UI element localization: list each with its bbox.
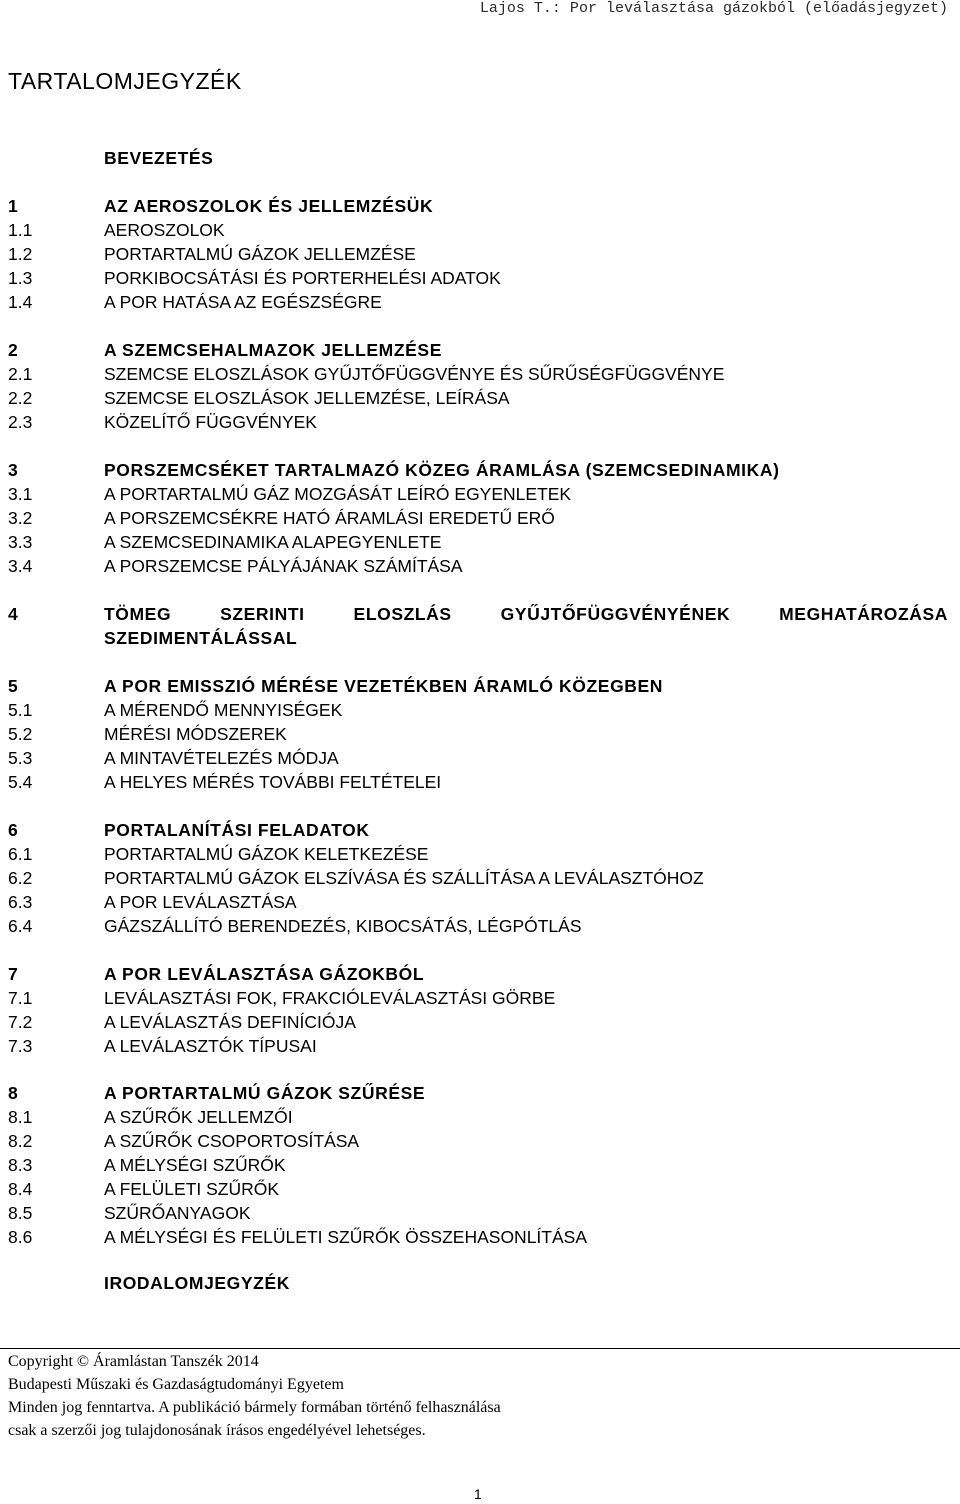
bibliography-label: IRODALOMJEGYZÉK: [104, 1273, 290, 1293]
toc-title: TARTALOMJEGYZÉK: [8, 68, 242, 94]
section-number: 5: [8, 676, 19, 696]
page-number: 1: [474, 1486, 482, 1502]
item-number: 5.3: [8, 748, 33, 768]
item-number: 7.2: [8, 1012, 33, 1032]
item-number: 1.2: [8, 244, 33, 264]
item-number: 2.3: [8, 412, 33, 432]
item-title: AEROSZOLOK: [104, 220, 225, 240]
item-title: A MINTAVÉTELEZÉS MÓDJA: [104, 748, 339, 768]
item-title: A SZŰRŐK CSOPORTOSÍTÁSA: [104, 1131, 360, 1151]
item-number: 3.1: [8, 484, 33, 504]
item-title: SZEMCSE ELOSZLÁSOK JELLEMZÉSE, LEÍRÁSA: [104, 388, 510, 408]
item-title: A LEVÁLASZTÁS DEFINÍCIÓJA: [104, 1012, 356, 1032]
footer-university: Budapesti Műszaki és Gazdaságtudományi Egyetem: [8, 1376, 344, 1393]
section-title: AZ AEROSZOLOK ÉS JELLEMZÉSÜK: [104, 196, 434, 216]
item-number: 8.6: [8, 1227, 33, 1247]
section-number: 4: [8, 604, 19, 624]
item-number: 7.3: [8, 1036, 33, 1056]
item-title: SZŰRŐANYAGOK: [104, 1203, 251, 1223]
toc-intro-label: BEVEZETÉS: [104, 148, 214, 168]
item-number: 1.1: [8, 220, 33, 240]
item-number: 5.4: [8, 772, 33, 792]
item-title: A FELÜLETI SZŰRŐK: [104, 1179, 280, 1199]
item-title: A POR HATÁSA AZ EGÉSZSÉGRE: [104, 292, 382, 312]
section-title: PORTALANÍTÁSI FELADATOK: [104, 820, 370, 840]
item-number: 8.3: [8, 1155, 33, 1175]
item-number: 1.4: [8, 292, 33, 312]
item-title: PORTARTALMÚ GÁZOK JELLEMZÉSE: [104, 244, 416, 264]
section-number: 1: [8, 196, 19, 216]
item-number: 8.1: [8, 1107, 33, 1127]
item-title: A MÉLYSÉGI SZŰRŐK: [104, 1155, 286, 1175]
item-title: KÖZELÍTŐ FÜGGVÉNYEK: [104, 412, 317, 432]
section-title-line2: SZEDIMENTÁLÁSSAL: [104, 628, 298, 648]
item-title: A PORTARTALMÚ GÁZ MOZGÁSÁT LEÍRÓ EGYENLETEK: [104, 484, 572, 504]
item-number: 3.4: [8, 556, 33, 576]
section-number: 3: [8, 460, 19, 480]
section-title: A SZEMCSEHALMAZOK JELLEMZÉSE: [104, 340, 442, 360]
item-title: SZEMCSE ELOSZLÁSOK GYŰJTŐFÜGGVÉNYE ÉS SŰRŰSÉGFÜGGVÉNYE: [104, 364, 725, 384]
item-title: A SZEMCSEDINAMIKA ALAPEGYENLETE: [104, 532, 442, 552]
item-title: GÁZSZÁLLÍTÓ BERENDEZÉS, KIBOCSÁTÁS, LÉGPÓTLÁS: [104, 916, 582, 936]
footer-permission: csak a szerzői jog tulajdonosának írásos engedélyével lehetséges.: [8, 1422, 426, 1439]
item-number: 2.1: [8, 364, 33, 384]
running-header: Lajos T.: Por leválasztása gázokból (előadásjegyzet): [479, 0, 948, 17]
item-title: A LEVÁLASZTÓK TÍPUSAI: [104, 1036, 317, 1056]
item-number: 6.2: [8, 868, 33, 888]
section-title-line1: TÖMEG SZERINTI ELOSZLÁS GYŰJTŐFÜGGVÉNYÉNEK MEGHATÁROZÁSA: [104, 604, 948, 624]
item-number: 7.1: [8, 988, 33, 1008]
footer-rights: Minden jog fenntartva. A publikáció bármely formában történő felhasználása: [8, 1399, 501, 1416]
item-number: 2.2: [8, 388, 33, 408]
item-number: 6.4: [8, 916, 33, 936]
item-title: A PORSZEMCSE PÁLYÁJÁNAK SZÁMÍTÁSA: [104, 556, 463, 576]
item-number: 5.2: [8, 724, 33, 744]
section-title: A PORTARTALMÚ GÁZOK SZŰRÉSE: [104, 1083, 426, 1103]
item-number: 6.3: [8, 892, 33, 912]
section-title: A POR EMISSZIÓ MÉRÉSE VEZETÉKBEN ÁRAMLÓ KÖZEGBEN: [104, 676, 664, 696]
item-number: 8.2: [8, 1131, 33, 1151]
section-number: 6: [8, 820, 19, 840]
section-number: 7: [8, 964, 19, 984]
section-title: PORSZEMCSÉKET TARTALMAZÓ KÖZEG ÁRAMLÁSA (SZEMCSEDINAMIKA): [104, 460, 780, 480]
section-number: 8: [8, 1083, 19, 1103]
item-title: MÉRÉSI MÓDSZEREK: [104, 724, 287, 744]
item-number: 5.1: [8, 700, 33, 720]
section-number: 2: [8, 340, 19, 360]
item-number: 6.1: [8, 844, 33, 864]
item-title: PORKIBOCSÁTÁSI ÉS PORTERHELÉSI ADATOK: [104, 268, 501, 288]
item-title: A MÉRENDŐ MENNYISÉGEK: [104, 700, 343, 720]
item-number: 1.3: [8, 268, 33, 288]
item-number: 8.4: [8, 1179, 33, 1199]
item-title: A PORSZEMCSÉKRE HATÓ ÁRAMLÁSI EREDETŰ ERŐ: [104, 508, 555, 528]
item-title: A SZŰRŐK JELLEMZŐI: [104, 1107, 293, 1127]
item-title: A HELYES MÉRÉS TOVÁBBI FELTÉTELEI: [104, 772, 442, 792]
footer-divider: [0, 1348, 960, 1349]
item-title: PORTARTALMÚ GÁZOK ELSZÍVÁSA ÉS SZÁLLÍTÁSA A LEVÁLASZTÓHOZ: [104, 868, 704, 888]
item-title: PORTARTALMÚ GÁZOK KELETKEZÉSE: [104, 844, 429, 864]
item-title: A POR LEVÁLASZTÁSA: [104, 892, 297, 912]
item-title: LEVÁLASZTÁSI FOK, FRAKCIÓLEVÁLASZTÁSI GÖRBE: [104, 988, 556, 1008]
item-number: 3.2: [8, 508, 33, 528]
item-number: 8.5: [8, 1203, 33, 1223]
footer-copyright: Copyright © Áramlástan Tanszék 2014: [8, 1353, 259, 1370]
item-number: 3.3: [8, 532, 33, 552]
section-title: A POR LEVÁLASZTÁSA GÁZOKBÓL: [104, 964, 425, 984]
item-title: A MÉLYSÉGI ÉS FELÜLETI SZŰRŐK ÖSSZEHASONLÍTÁSA: [104, 1227, 588, 1247]
